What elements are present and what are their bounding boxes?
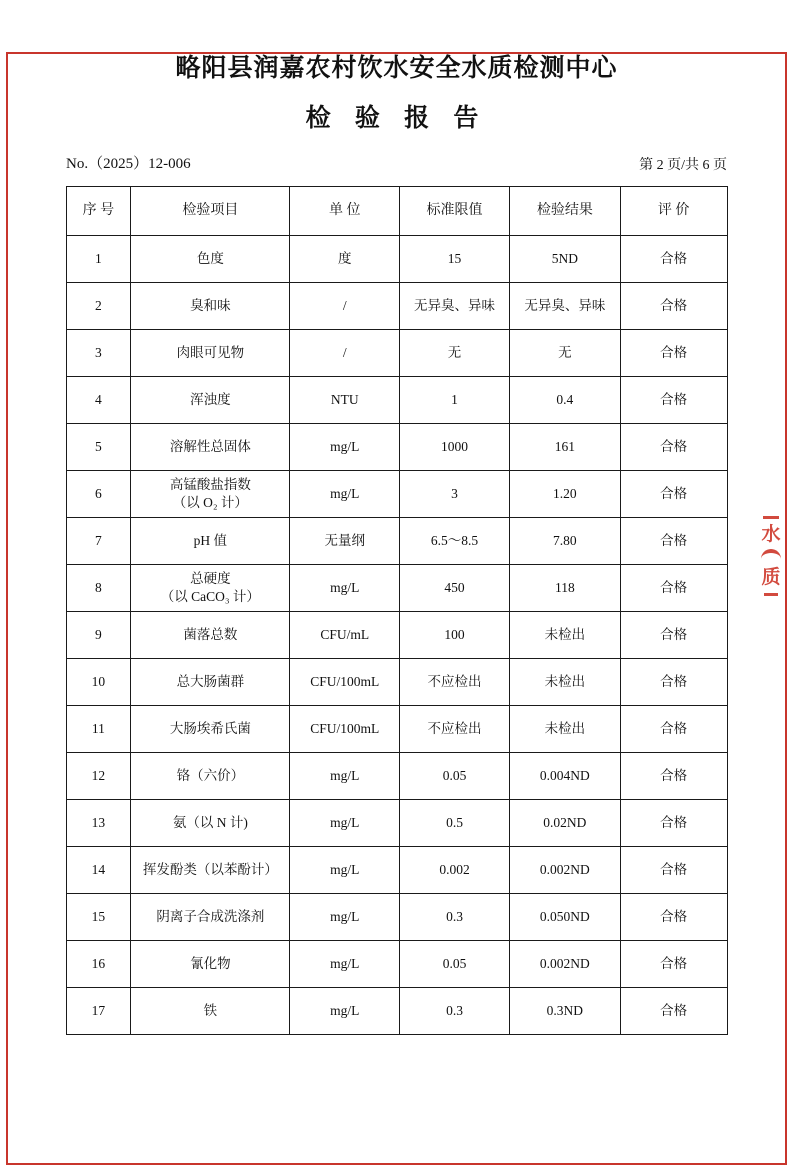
cell-evaluation: 合格 bbox=[620, 518, 727, 565]
cell-result: 未检出 bbox=[509, 706, 620, 753]
cell-result: 0.3ND bbox=[509, 988, 620, 1035]
cell-unit: mg/L bbox=[290, 565, 400, 612]
table-row bbox=[66, 941, 727, 988]
cell-unit: 无量纲 bbox=[290, 518, 400, 565]
cell-evaluation: 合格 bbox=[620, 659, 727, 706]
table-row bbox=[66, 330, 727, 377]
column-header-item: 检验项目 bbox=[131, 187, 290, 236]
page-border-left bbox=[6, 52, 8, 1165]
cell-item-line1: 高锰酸盐指数 bbox=[169, 476, 251, 492]
cell-index: 6 bbox=[66, 471, 131, 518]
cell-evaluation: 合格 bbox=[620, 565, 727, 612]
cell-evaluation: 合格 bbox=[620, 236, 727, 283]
cell-result: 未检出 bbox=[509, 612, 620, 659]
cell-evaluation: 合格 bbox=[620, 753, 727, 800]
cell-index: 4 bbox=[66, 377, 131, 424]
cell-item: 色度 bbox=[131, 236, 290, 283]
cell-unit: mg/L bbox=[290, 471, 400, 518]
cell-limit: 0.002 bbox=[400, 847, 510, 894]
table-row bbox=[66, 424, 727, 471]
report-page bbox=[0, 48, 793, 1169]
cell-item: 浑浊度 bbox=[131, 377, 290, 424]
table-row bbox=[66, 659, 727, 706]
cell-item: 铬（六价） bbox=[131, 753, 290, 800]
cell-evaluation: 合格 bbox=[620, 800, 727, 847]
organization-title: 略阳县润嘉农村饮水安全水质检测中心 bbox=[175, 55, 618, 82]
cell-evaluation: 合格 bbox=[620, 283, 727, 330]
seal-arc bbox=[761, 549, 781, 564]
cell-limit: 3 bbox=[400, 471, 510, 518]
cell-item: pH 值 bbox=[131, 518, 290, 565]
cell-index: 13 bbox=[66, 800, 131, 847]
cell-index: 10 bbox=[66, 659, 131, 706]
cell-result: 0.002ND bbox=[509, 941, 620, 988]
cell-item bbox=[131, 471, 290, 518]
cell-index: 11 bbox=[66, 706, 131, 753]
cell-evaluation: 合格 bbox=[620, 377, 727, 424]
cell-evaluation: 合格 bbox=[620, 424, 727, 471]
cell-index: 7 bbox=[66, 518, 131, 565]
report-title: 检 验 报 告 bbox=[305, 105, 488, 132]
cell-evaluation: 合格 bbox=[620, 330, 727, 377]
cell-evaluation: 合格 bbox=[620, 706, 727, 753]
cell-result: 0.02ND bbox=[509, 800, 620, 847]
page-number: 第 2 页/共 6 页 bbox=[639, 158, 727, 173]
cell-unit: mg/L bbox=[290, 847, 400, 894]
table-row bbox=[66, 800, 727, 847]
report-meta bbox=[0, 152, 793, 174]
cell-result: 7.80 bbox=[509, 518, 620, 565]
table-row bbox=[66, 894, 727, 941]
table-row bbox=[66, 236, 727, 283]
cell-result: 5ND bbox=[509, 236, 620, 283]
seal-char-1: 水 bbox=[761, 524, 781, 545]
cell-item: 氨（以 N 计) bbox=[131, 800, 290, 847]
table-row bbox=[66, 565, 727, 612]
cell-result: 0.002ND bbox=[509, 847, 620, 894]
cell-limit: 不应检出 bbox=[400, 659, 510, 706]
cell-result: 未检出 bbox=[509, 659, 620, 706]
table-row bbox=[66, 612, 727, 659]
cell-item: 氰化物 bbox=[131, 941, 290, 988]
cell-unit: mg/L bbox=[290, 800, 400, 847]
cell-unit: NTU bbox=[290, 377, 400, 424]
table-row bbox=[66, 706, 727, 753]
page-border-top bbox=[6, 52, 787, 54]
cell-limit: 6.5～8.5 bbox=[400, 518, 510, 565]
column-header-unit: 单 位 bbox=[290, 187, 400, 236]
cell-result: 无异臭、异味 bbox=[509, 283, 620, 330]
table-row bbox=[66, 377, 727, 424]
cell-result: 无 bbox=[509, 330, 620, 377]
column-header-limit: 标准限值 bbox=[400, 187, 510, 236]
cell-unit: mg/L bbox=[290, 988, 400, 1035]
cell-unit: / bbox=[290, 283, 400, 330]
cell-index: 9 bbox=[66, 612, 131, 659]
cell-limit: 0.05 bbox=[400, 941, 510, 988]
table-row bbox=[66, 753, 727, 800]
page-border-bottom bbox=[6, 1163, 787, 1165]
cell-index: 14 bbox=[66, 847, 131, 894]
cell-index: 8 bbox=[66, 565, 131, 612]
cell-limit: 0.5 bbox=[400, 800, 510, 847]
cell-evaluation: 合格 bbox=[620, 988, 727, 1035]
cell-result: 0.004ND bbox=[509, 753, 620, 800]
cell-index: 1 bbox=[66, 236, 131, 283]
cell-result: 161 bbox=[509, 424, 620, 471]
cell-index: 5 bbox=[66, 424, 131, 471]
cell-unit: / bbox=[290, 330, 400, 377]
cell-item: 臭和味 bbox=[131, 283, 290, 330]
cell-unit: mg/L bbox=[290, 941, 400, 988]
cell-limit: 0.05 bbox=[400, 753, 510, 800]
cell-item: 溶解性总固体 bbox=[131, 424, 290, 471]
cell-item: 菌落总数 bbox=[131, 612, 290, 659]
cell-result: 1.20 bbox=[509, 471, 620, 518]
report-number: No.（2025）12-006 bbox=[66, 156, 191, 172]
cell-item: 阴离子合成洗涤剂 bbox=[131, 894, 290, 941]
cell-limit: 15 bbox=[400, 236, 510, 283]
cell-item-line2: （以 CaCO₃ 计） bbox=[160, 589, 260, 604]
table-body bbox=[66, 236, 727, 1035]
cell-index: 3 bbox=[66, 330, 131, 377]
table-row bbox=[66, 847, 727, 894]
cell-result: 118 bbox=[509, 565, 620, 612]
cell-limit: 1000 bbox=[400, 424, 510, 471]
cell-item-line2: （以 O₂ 计） bbox=[172, 495, 248, 510]
cell-limit: 无 bbox=[400, 330, 510, 377]
inspection-seal bbox=[757, 516, 785, 596]
cell-unit: mg/L bbox=[290, 753, 400, 800]
cell-limit: 不应检出 bbox=[400, 706, 510, 753]
cell-limit: 无异臭、异味 bbox=[400, 283, 510, 330]
cell-item bbox=[131, 565, 290, 612]
cell-unit: CFU/mL bbox=[290, 612, 400, 659]
cell-index: 16 bbox=[66, 941, 131, 988]
cell-item: 铁 bbox=[131, 988, 290, 1035]
seal-bar-top bbox=[763, 516, 779, 519]
cell-evaluation: 合格 bbox=[620, 894, 727, 941]
cell-evaluation: 合格 bbox=[620, 612, 727, 659]
column-header-index: 序 号 bbox=[66, 187, 131, 236]
results-table bbox=[66, 186, 728, 1035]
cell-index: 17 bbox=[66, 988, 131, 1035]
cell-evaluation: 合格 bbox=[620, 941, 727, 988]
cell-item: 肉眼可见物 bbox=[131, 330, 290, 377]
cell-evaluation: 合格 bbox=[620, 471, 727, 518]
cell-item: 挥发酚类（以苯酚计） bbox=[131, 847, 290, 894]
cell-limit: 100 bbox=[400, 612, 510, 659]
table-row bbox=[66, 471, 727, 518]
cell-index: 15 bbox=[66, 894, 131, 941]
table-header-row bbox=[66, 187, 727, 236]
cell-evaluation: 合格 bbox=[620, 847, 727, 894]
cell-item-line1: 总硬度 bbox=[190, 570, 231, 586]
cell-result: 0.4 bbox=[509, 377, 620, 424]
cell-unit: CFU/100mL bbox=[290, 706, 400, 753]
cell-index: 2 bbox=[66, 283, 131, 330]
cell-limit: 0.3 bbox=[400, 894, 510, 941]
cell-unit: mg/L bbox=[290, 894, 400, 941]
cell-unit: 度 bbox=[290, 236, 400, 283]
cell-limit: 0.3 bbox=[400, 988, 510, 1035]
cell-unit: CFU/100mL bbox=[290, 659, 400, 706]
table-row bbox=[66, 518, 727, 565]
table-row bbox=[66, 283, 727, 330]
cell-item: 大肠埃希氏菌 bbox=[131, 706, 290, 753]
cell-limit: 1 bbox=[400, 377, 510, 424]
table-row bbox=[66, 988, 727, 1035]
cell-item: 总大肠菌群 bbox=[131, 659, 290, 706]
cell-result: 0.050ND bbox=[509, 894, 620, 941]
column-header-result: 检验结果 bbox=[509, 187, 620, 236]
cell-unit: mg/L bbox=[290, 424, 400, 471]
cell-index: 12 bbox=[66, 753, 131, 800]
cell-limit: 450 bbox=[400, 565, 510, 612]
seal-char-2: 质 bbox=[761, 566, 781, 588]
page-border-right bbox=[785, 52, 787, 1165]
column-header-eval: 评 价 bbox=[620, 187, 727, 236]
seal-bar-bottom bbox=[764, 593, 778, 596]
